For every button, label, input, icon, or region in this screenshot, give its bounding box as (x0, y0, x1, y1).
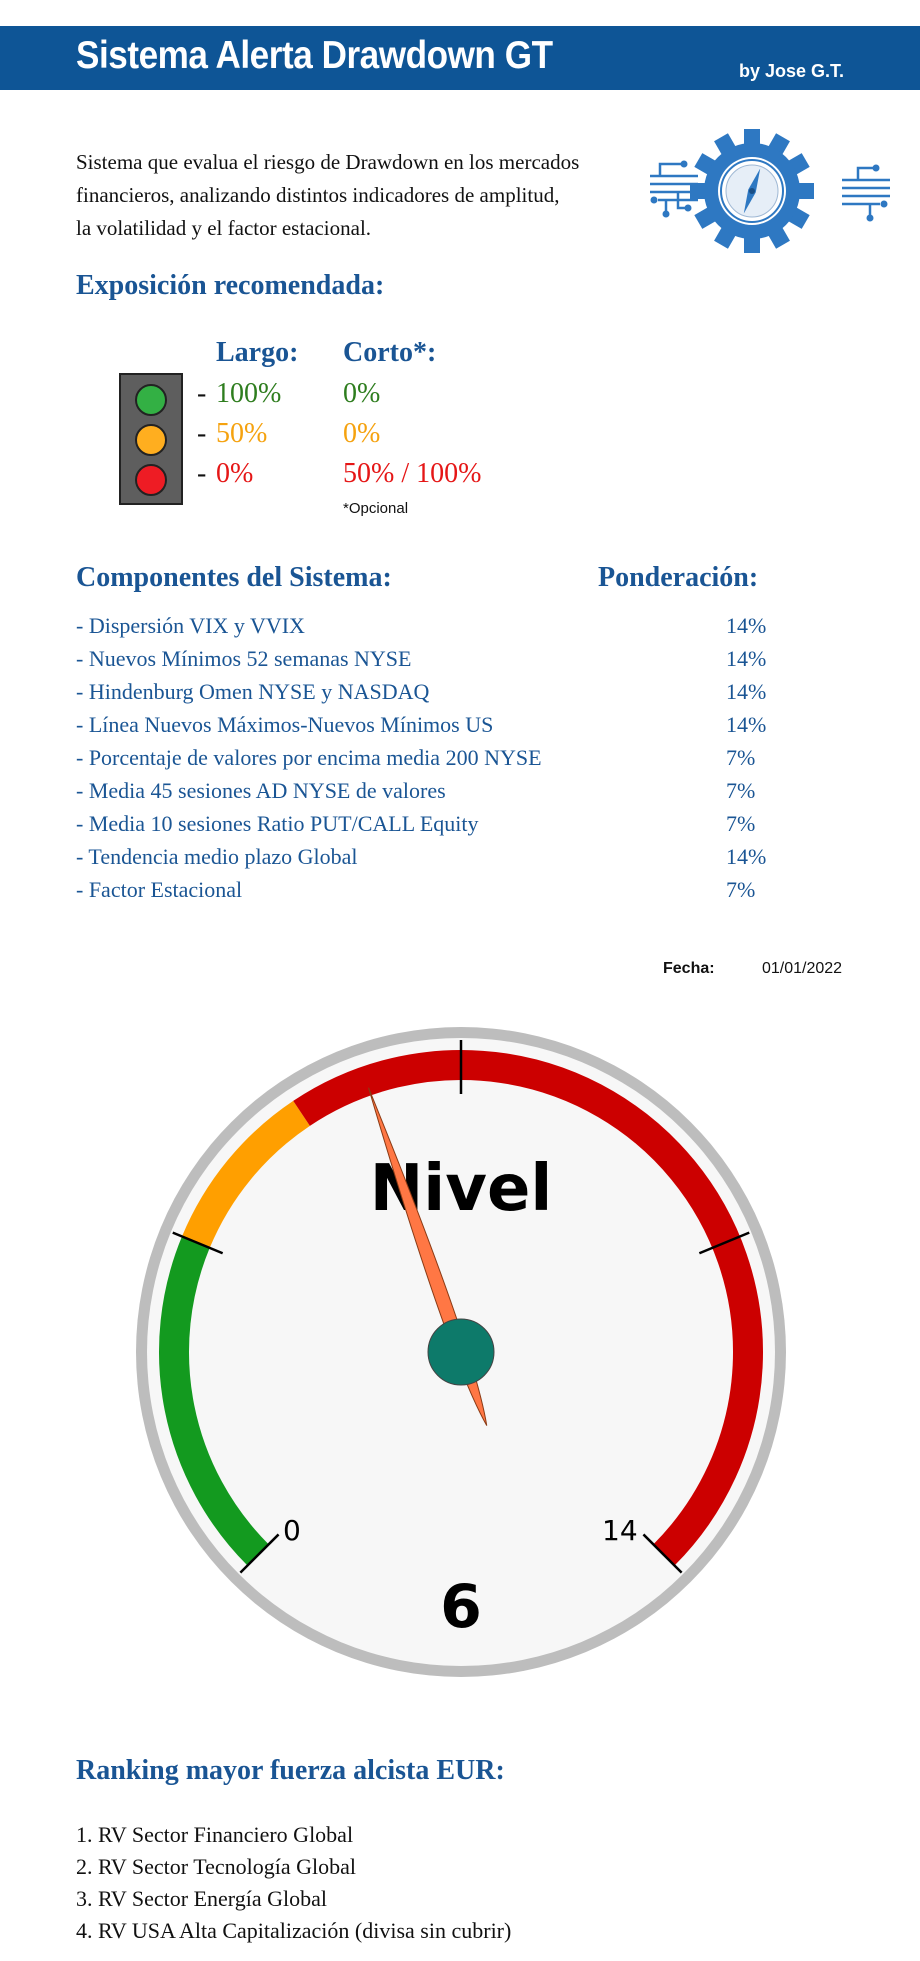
component-weight: 14% (726, 844, 767, 869)
orange-light-icon (135, 424, 167, 456)
gauge-hub (428, 1319, 494, 1385)
component-item: - Línea Nuevos Máximos-Nuevos Mínimos US (76, 712, 494, 737)
component-weight: 7% (726, 811, 756, 836)
intro-line-1: Sistema que evalua el riesgo de Drawdown en los mercados (76, 150, 580, 174)
ranking-item: 1. RV Sector Financiero Global (76, 1822, 354, 1847)
component-weight: 7% (726, 778, 756, 803)
gauge-max-label: 14 (602, 1514, 638, 1547)
gear-compass-logo-icon (648, 128, 892, 254)
red-light-icon (135, 464, 167, 496)
weight-title: Ponderación: (598, 562, 759, 593)
row-dash-red: - (197, 458, 207, 489)
short-value-orange: 0% (343, 418, 381, 449)
component-item: - Tendencia medio plazo Global (76, 844, 358, 869)
component-weight: 14% (726, 613, 767, 638)
exposure-title: Exposición recomendada: (76, 270, 385, 301)
ranking-item: 4. RV USA Alta Capitalización (divisa sin cubrir) (76, 1918, 512, 1943)
intro-text (76, 146, 636, 245)
author-byline: by Jose G.T. (738, 61, 844, 81)
component-item: - Factor Estacional (76, 877, 243, 902)
intro-line-2: financieros, analizando distintos indicadores de amplitud, (76, 183, 560, 207)
date-value: 01/01/2022 (762, 960, 843, 977)
level-gauge (0, 1000, 920, 1700)
long-column-header: Largo: (216, 337, 299, 368)
component-item: - Media 10 sesiones Ratio PUT/CALL Equity (76, 811, 479, 836)
gauge-min-label: 0 (283, 1514, 301, 1547)
components-title: Componentes del Sistema: (76, 562, 392, 593)
ranking-item: 3. RV Sector Energía Global (76, 1886, 327, 1911)
component-weight: 14% (726, 679, 767, 704)
green-light-icon (135, 384, 167, 416)
short-column-header: Corto*: (343, 337, 437, 368)
long-value-orange: 50% (216, 418, 268, 449)
component-item: - Media 45 sesiones AD NYSE de valores (76, 778, 446, 803)
component-item: - Porcentaje de valores por encima media 200 NYSE (76, 745, 542, 770)
row-dash-green: - (197, 378, 207, 409)
long-value-green: 100% (216, 378, 282, 409)
ranking-title: Ranking mayor fuerza alcista EUR: (76, 1755, 505, 1786)
traffic-light-icon (119, 373, 183, 505)
intro-line-3: la volatilidad y el factor estacional. (76, 216, 372, 240)
header-bar (0, 26, 920, 90)
short-value-red: 50% / 100% (343, 458, 482, 489)
row-dash-orange: - (197, 418, 207, 449)
long-value-red: 0% (216, 458, 254, 489)
gauge-title: Nivel (369, 1152, 553, 1226)
component-weight: 7% (726, 745, 756, 770)
short-value-green: 0% (343, 378, 381, 409)
optional-note: *Opcional (343, 500, 409, 517)
component-item: - Dispersión VIX y VVIX (76, 613, 305, 638)
date-label: Fecha: (663, 960, 715, 977)
component-weight: 14% (726, 712, 767, 737)
component-item: - Hindenburg Omen NYSE y NASDAQ (76, 679, 430, 704)
gauge-value: 6 (440, 1572, 482, 1642)
component-weight: 14% (726, 646, 767, 671)
component-weight: 7% (726, 877, 756, 902)
component-item: - Nuevos Mínimos 52 semanas NYSE (76, 646, 412, 671)
page-title: Sistema Alerta Drawdown GT (76, 34, 553, 77)
ranking-item: 2. RV Sector Tecnología Global (76, 1854, 357, 1879)
